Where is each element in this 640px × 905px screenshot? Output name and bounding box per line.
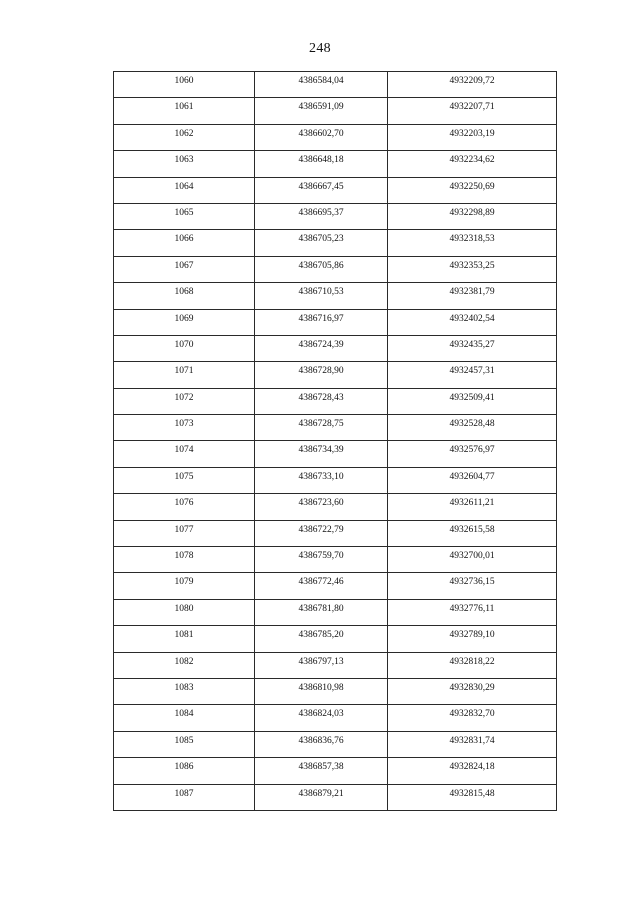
table-row <box>114 573 557 599</box>
point-number-cell: 1073 <box>114 415 255 441</box>
y-coordinate-cell: 4932736,15 <box>388 573 557 599</box>
y-coordinate-cell: 4932832,70 <box>388 705 557 731</box>
point-number-cell: 1072 <box>114 388 255 414</box>
x-coordinate-cell: 4386785,20 <box>255 626 388 652</box>
y-coordinate-cell: 4932830,29 <box>388 678 557 704</box>
x-coordinate-cell: 4386797,13 <box>255 652 388 678</box>
point-number-cell: 1069 <box>114 309 255 335</box>
table-row <box>114 494 557 520</box>
x-coordinate-cell: 4386723,60 <box>255 494 388 520</box>
point-number-cell: 1068 <box>114 283 255 309</box>
point-number-cell: 1083 <box>114 678 255 704</box>
x-coordinate-cell: 4386710,53 <box>255 283 388 309</box>
table-row <box>114 784 557 810</box>
point-number-cell: 1077 <box>114 520 255 546</box>
y-coordinate-cell: 4932604,77 <box>388 467 557 493</box>
point-number-cell: 1063 <box>114 151 255 177</box>
y-coordinate-cell: 4932250,69 <box>388 177 557 203</box>
table-row <box>114 626 557 652</box>
point-number-cell: 1075 <box>114 467 255 493</box>
x-coordinate-cell: 4386772,46 <box>255 573 388 599</box>
table-row <box>114 705 557 731</box>
table-row <box>114 124 557 150</box>
x-coordinate-cell: 4386759,70 <box>255 547 388 573</box>
point-number-cell: 1064 <box>114 177 255 203</box>
y-coordinate-cell: 4932528,48 <box>388 415 557 441</box>
x-coordinate-cell: 4386734,39 <box>255 441 388 467</box>
y-coordinate-cell: 4932509,41 <box>388 388 557 414</box>
y-coordinate-cell: 4932824,18 <box>388 758 557 784</box>
x-coordinate-cell: 4386733,10 <box>255 467 388 493</box>
table-row <box>114 203 557 229</box>
x-coordinate-cell: 4386879,21 <box>255 784 388 810</box>
x-coordinate-cell: 4386716,97 <box>255 309 388 335</box>
x-coordinate-cell: 4386824,03 <box>255 705 388 731</box>
point-number-cell: 1074 <box>114 441 255 467</box>
y-coordinate-cell: 4932818,22 <box>388 652 557 678</box>
table-row <box>114 678 557 704</box>
point-number-cell: 1062 <box>114 124 255 150</box>
point-number-cell: 1067 <box>114 256 255 282</box>
x-coordinate-cell: 4386722,79 <box>255 520 388 546</box>
point-number-cell: 1060 <box>114 72 255 98</box>
point-number-cell: 1085 <box>114 731 255 757</box>
y-coordinate-cell: 4932815,48 <box>388 784 557 810</box>
x-coordinate-cell: 4386695,37 <box>255 203 388 229</box>
table-row <box>114 441 557 467</box>
table-row <box>114 72 557 98</box>
x-coordinate-cell: 4386724,39 <box>255 335 388 361</box>
point-number-cell: 1086 <box>114 758 255 784</box>
table-row <box>114 547 557 573</box>
x-coordinate-cell: 4386705,86 <box>255 256 388 282</box>
table-row <box>114 309 557 335</box>
coordinates-table-body <box>114 72 557 811</box>
y-coordinate-cell: 4932611,21 <box>388 494 557 520</box>
point-number-cell: 1071 <box>114 362 255 388</box>
table-row <box>114 362 557 388</box>
y-coordinate-cell: 4932402,54 <box>388 309 557 335</box>
point-number-cell: 1065 <box>114 203 255 229</box>
x-coordinate-cell: 4386836,76 <box>255 731 388 757</box>
table-row <box>114 652 557 678</box>
point-number-cell: 1076 <box>114 494 255 520</box>
table-row <box>114 98 557 124</box>
table-row <box>114 177 557 203</box>
x-coordinate-cell: 4386591,09 <box>255 98 388 124</box>
x-coordinate-cell: 4386648,18 <box>255 151 388 177</box>
y-coordinate-cell: 4932207,71 <box>388 98 557 124</box>
y-coordinate-cell: 4932457,31 <box>388 362 557 388</box>
point-number-cell: 1061 <box>114 98 255 124</box>
table-row <box>114 256 557 282</box>
y-coordinate-cell: 4932776,11 <box>388 599 557 625</box>
page-number: 248 <box>309 41 331 56</box>
x-coordinate-cell: 4386810,98 <box>255 678 388 704</box>
table-row <box>114 388 557 414</box>
y-coordinate-cell: 4932381,79 <box>388 283 557 309</box>
y-coordinate-cell: 4932209,72 <box>388 72 557 98</box>
table-row <box>114 731 557 757</box>
x-coordinate-cell: 4386728,90 <box>255 362 388 388</box>
table-row <box>114 283 557 309</box>
point-number-cell: 1082 <box>114 652 255 678</box>
point-number-cell: 1079 <box>114 573 255 599</box>
x-coordinate-cell: 4386602,70 <box>255 124 388 150</box>
y-coordinate-cell: 4932615,58 <box>388 520 557 546</box>
point-number-cell: 1081 <box>114 626 255 652</box>
x-coordinate-cell: 4386584,04 <box>255 72 388 98</box>
table-row <box>114 758 557 784</box>
table-row <box>114 467 557 493</box>
table-row <box>114 415 557 441</box>
x-coordinate-cell: 4386728,75 <box>255 415 388 441</box>
table-row <box>114 230 557 256</box>
point-number-cell: 1078 <box>114 547 255 573</box>
y-coordinate-cell: 4932234,62 <box>388 151 557 177</box>
point-number-cell: 1080 <box>114 599 255 625</box>
y-coordinate-cell: 4932203,19 <box>388 124 557 150</box>
y-coordinate-cell: 4932318,53 <box>388 230 557 256</box>
point-number-cell: 1066 <box>114 230 255 256</box>
table-row <box>114 520 557 546</box>
y-coordinate-cell: 4932298,89 <box>388 203 557 229</box>
y-coordinate-cell: 4932700,01 <box>388 547 557 573</box>
y-coordinate-cell: 4932435,27 <box>388 335 557 361</box>
point-number-cell: 1070 <box>114 335 255 361</box>
y-coordinate-cell: 4932789,10 <box>388 626 557 652</box>
x-coordinate-cell: 4386857,38 <box>255 758 388 784</box>
y-coordinate-cell: 4932831,74 <box>388 731 557 757</box>
y-coordinate-cell: 4932576,97 <box>388 441 557 467</box>
x-coordinate-cell: 4386705,23 <box>255 230 388 256</box>
point-number-cell: 1084 <box>114 705 255 731</box>
x-coordinate-cell: 4386781,80 <box>255 599 388 625</box>
coordinates-table <box>113 71 557 811</box>
x-coordinate-cell: 4386667,45 <box>255 177 388 203</box>
point-number-cell: 1087 <box>114 784 255 810</box>
table-row <box>114 151 557 177</box>
table-row <box>114 335 557 361</box>
x-coordinate-cell: 4386728,43 <box>255 388 388 414</box>
y-coordinate-cell: 4932353,25 <box>388 256 557 282</box>
table-row <box>114 599 557 625</box>
